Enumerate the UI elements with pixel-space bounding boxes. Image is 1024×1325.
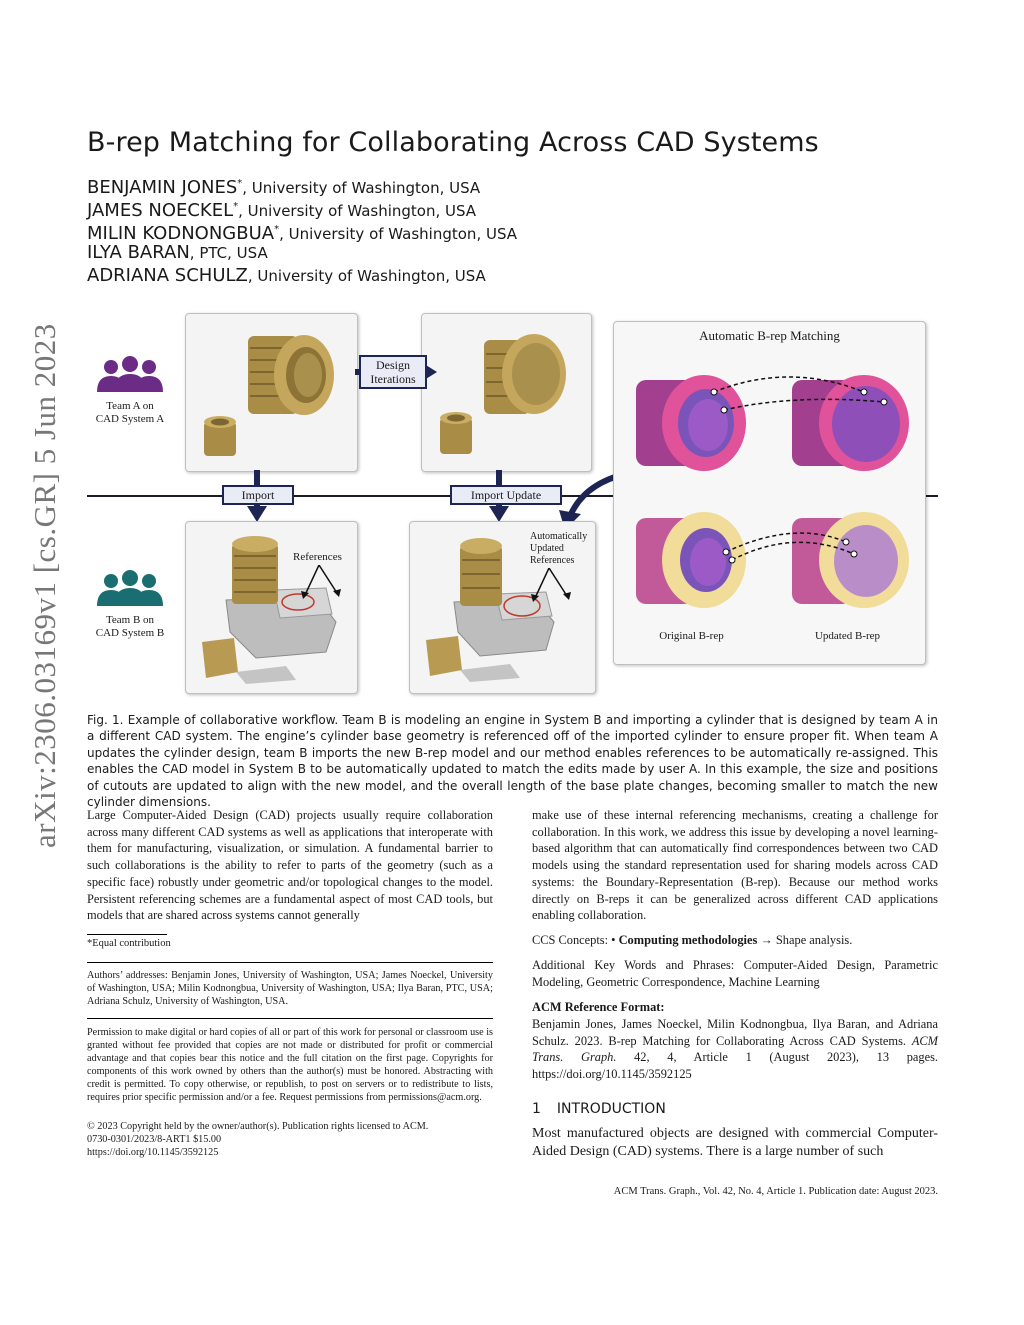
reference-journal: ACM Trans. Graph.: [532, 1033, 938, 1065]
references-pointer: [297, 565, 347, 599]
auto-references-line-2: Updated: [530, 543, 564, 554]
arxiv-stamp: arXiv:2306.03169v1 [cs.GR] 5 Jun 2023: [27, 323, 62, 848]
author-affiliation: , University of Washington, USA: [238, 202, 477, 220]
author-1: [87, 174, 480, 198]
author-mark: *: [237, 178, 243, 189]
team-b-line-1: Team B on: [105, 614, 155, 626]
keywords: Additional Key Words and Phrases: Computer-Aided Design, Parametric Modeling, Geometric Correspondence, Machine Learning: [532, 958, 938, 989]
team-b-label: [87, 614, 173, 640]
author-name: ADRIANA SCHULZ: [87, 265, 248, 286]
abstract-part-2: make use of these internal referencing mechanisms, creating a challenge for collaboration. In this work, we address this issue by developing a novel learning-based algorithm that can automatically find correspondences between two CAD models using the standard representation used for sharing models across CAD systems: the Boundary-Representation (B-rep). Because our method works directly on B-reps it can be generalized across different CAD applications enabling collaboration.: [532, 808, 938, 923]
ccs-concepts: [532, 932, 938, 949]
references-label: References: [293, 551, 342, 563]
author-affiliation: , University of Washington, USA: [247, 267, 486, 285]
import-update-label: Import Update: [450, 485, 562, 505]
reference-text-2: 42, 4, Article 1 (August 2023), 13 pages. https://doi.org/10.1145/3592125: [532, 1050, 939, 1082]
author-4: [87, 243, 268, 263]
auto-references-line-1: Automatically: [530, 531, 588, 542]
intro-paragraph: Most manufactured objects are designed with commercial Computer-Aided Design (CAD) systems. There is a large number of such: [532, 1126, 938, 1159]
permission-notice: Permission to make digital or hard copies of all or part of this work for personal or classroom use is granted without fee provided that copies are not made or distributed for profit or commercial advantage and that copies bear this notice and the full citation on the first page. Copyrights for components of this work owned by others than the author(s) must be honored. Abstracting with credit is permitted. To copy otherwise, or republish, to post on servers or to redistribute to lists, requires prior specific permission and/or a fee. Request permissions from permissions@acm.org.: [87, 1027, 493, 1103]
auto-references-line-3: References: [530, 555, 575, 566]
cylinder-updated-panel: [421, 313, 592, 472]
updated-brep-label: Updated B-rep: [814, 630, 881, 642]
section-heading: [532, 1101, 666, 1117]
team-a-line-1: Team A on: [106, 400, 154, 412]
paper-title: B-rep Matching for Collaborating Across CAD Systems: [87, 127, 819, 158]
engine-original-panel: [185, 521, 358, 694]
issn-line: 0730-0301/2023/8-ART1 $15.00: [87, 1134, 222, 1145]
ccs-suffix: → Shape analysis.: [757, 933, 853, 947]
author-affiliation: , University of Washington, USA: [279, 225, 518, 243]
matching-render: [614, 322, 925, 664]
reference-format-heading: ACM Reference Format:: [532, 1000, 665, 1014]
reference-format-text: [532, 1016, 938, 1083]
auto-references-pointer: [527, 568, 577, 602]
cylinder-original-render: [186, 314, 357, 471]
author-3: [87, 220, 517, 244]
author-name: ILYA BARAN: [87, 242, 190, 263]
team-b-icon: [95, 568, 165, 606]
abstract-part-1: Large Computer-Aided Design (CAD) projects usually require collaboration across many different CAD systems as well as applications that interoperate with them for manufacturing, visualization, or simulation. A fundamental barrier to such collaborations is the ability to refer to parts of the geometry (such as a specific face) robustly under geometric and/or topological changes to the model. Persistent referencing schemes are a fundamental aspect of most CAD tools, but models that are shared across systems cannot generally: [87, 808, 493, 923]
matching-title: Automatic B-rep Matching: [699, 328, 840, 343]
permission-rule: [87, 1018, 493, 1019]
team-a-icon: [95, 354, 165, 392]
page-footer: ACM Trans. Graph., Vol. 42, No. 4, Article 1. Publication date: August 2023.: [613, 1186, 938, 1197]
auto-references-label: [530, 531, 587, 567]
team-a-line-2: CAD System A: [95, 413, 165, 425]
author-affiliation: , University of Washington, USA: [242, 179, 481, 197]
matching-panel: [613, 321, 926, 665]
copyright-line: © 2023 Copyright held by the owner/author(s). Publication rights licensed to ACM.: [87, 1121, 429, 1132]
footnote-rule: [87, 934, 167, 935]
author-mark: *: [274, 224, 280, 235]
team-a-label: [87, 400, 173, 426]
section-title: INTRODUCTION: [556, 1101, 666, 1117]
design-iterations-line-2: Iterations: [370, 372, 416, 386]
author-5: [87, 266, 486, 286]
ccs-bold: Computing methodologies: [618, 933, 758, 947]
cylinder-original-panel: [185, 313, 358, 472]
teaser-figure: [87, 312, 938, 697]
author-2: [87, 197, 476, 221]
engine-original-render: [186, 522, 357, 693]
author-affiliation: , PTC, USA: [189, 244, 268, 262]
author-name: BENJAMIN JONES: [87, 177, 238, 198]
equal-contribution-footnote: *Equal contribution: [87, 938, 171, 949]
team-b-line-2: CAD System B: [95, 627, 165, 639]
addresses-rule: [87, 962, 493, 963]
reference-text-1: Benjamin Jones, James Noeckel, Milin Kodnongbua, Ilya Baran, and Adriana Schulz. 2023. B-rep Matching for Collaborating Across CAD Systems.: [532, 1017, 938, 1048]
author-mark: *: [233, 201, 239, 212]
author-name: MILIN KODNONGBUA: [87, 223, 275, 244]
cylinder-updated-render: [422, 314, 591, 471]
section-number: 1: [532, 1101, 541, 1117]
author-addresses: Authors’ addresses: Benjamin Jones, University of Washington, USA; James Noeckel, University of Washington, USA; Milin Kodnongbua, University of Washington, USA; Ilya Baran, PTC, USA; Adriana Schulz, University of Washington, USA.: [87, 970, 493, 1007]
ccs-prefix: CCS Concepts: •: [532, 933, 619, 947]
import-label: Import: [222, 485, 294, 505]
doi-line: https://doi.org/10.1145/3592125: [87, 1147, 219, 1158]
figure-caption: Fig. 1. Example of collaborative workflow. Team B is modeling an engine in System B and importing a cylinder that is designed by team A in a different CAD system. The engine’s cylinder base geometry is referenced off of the imported cylinder to ensure proper fit. When team A updates the cylinder design, team B imports the new B-rep model and our method enables references to be automatically re-assigned. This enables the CAD model in System B to be automatically updated to match the edits made by user A. In this example, the size and positions of cutouts are updated to align with the new model, and the overall length of the base plate changes, becoming smaller to match the new cylinder dimensions.: [87, 713, 938, 810]
author-name: JAMES NOECKEL: [87, 200, 234, 221]
design-iterations-label: [359, 355, 427, 389]
original-brep-label: Original B-rep: [659, 630, 724, 642]
design-iterations-line-1: Design: [376, 358, 410, 372]
